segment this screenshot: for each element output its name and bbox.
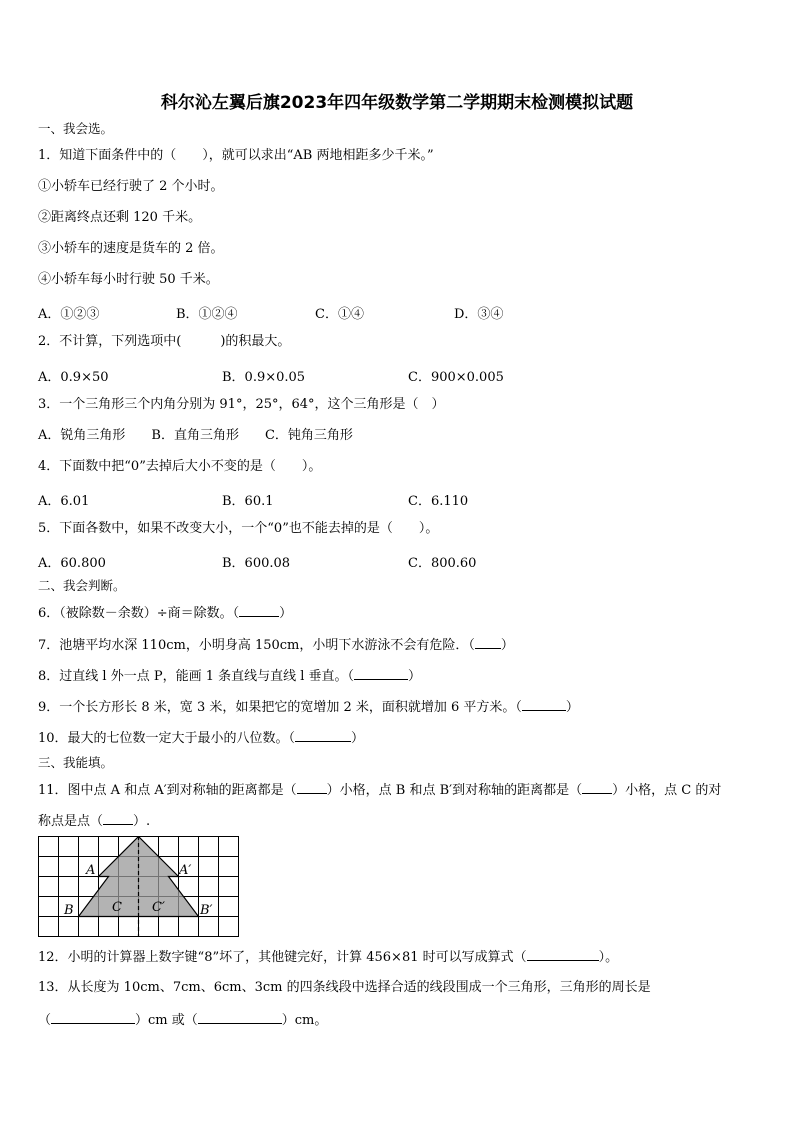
question-2-stem: 2．不计算，下列选项中( )的积最大。 [38, 334, 291, 349]
question-1-condition-1: ①小轿车已经行驶了 2 个小时。 [38, 179, 224, 194]
question-8-end: ） [408, 669, 422, 684]
question-1-option-d: D．③④ [454, 307, 504, 322]
question-9-end: ） [565, 700, 579, 715]
question-5-stem: 5．下面各数中，如果不改变大小，一个“0”也不能去掉的是（ ）。 [38, 521, 439, 536]
question-3-stem: 3．一个三角形三个内角分别为 91°，25°，64°，这个三角形是（ ） [38, 397, 445, 412]
question-2-option-a: A．0.9×50 [38, 370, 109, 385]
question-2-option-c: C．900×0.005 [408, 370, 504, 385]
question-11-line-1 [38, 781, 721, 799]
question-4-option-b: B．60.1 [222, 494, 274, 509]
question-6-text: 6．（被除数－余数）÷商＝除数。（ [38, 606, 240, 621]
question-1-option-a: A．①②③ [38, 307, 100, 322]
question-8 [38, 667, 421, 685]
question-9-text: 9．一个长方形长 8 米，宽 3 米，如果把它的宽增加 2 米，面积就增加 6 平方米。（ [38, 700, 522, 715]
question-13-line-1: 13．从长度为 10cm、7cm、6cm、3cm 的四条线段中选择合适的线段围成一个三角形，三角形的周长是 [38, 980, 651, 995]
question-11-part-5: ）. [133, 814, 151, 829]
section-heading-judge: 二、我会判断。 [38, 578, 126, 593]
question-7 [38, 636, 514, 654]
question-1-option-c: C．①④ [315, 307, 364, 322]
page-title: 科尔沁左翼后旗2023年四年级数学第二学期期末检测模拟试题 [160, 93, 634, 113]
question-1-condition-4: ④小轿车每小时行驶 50 千米。 [38, 272, 219, 287]
answer-blank[interactable] [297, 781, 327, 794]
question-8-text: 8．过直线 l 外一点 P，能画 1 条直线与直线 l 垂直。（ [38, 669, 355, 684]
question-6 [38, 604, 292, 622]
question-13-part-4: ）cm。 [281, 1013, 328, 1028]
answer-blank[interactable] [582, 781, 612, 794]
question-12 [38, 948, 618, 966]
section-heading-fill: 三、我能填。 [38, 755, 114, 770]
question-9 [38, 698, 579, 716]
question-11-part-3: ）小格，点 C 的对 [612, 783, 722, 798]
question-13-line-2 [38, 1011, 327, 1029]
question-1-option-b: B．①②④ [176, 307, 238, 322]
question-12-part-2: ）。 [598, 950, 619, 965]
question-4-option-c: C．6.110 [408, 494, 469, 509]
question-13-part-3: ）cm 或（ [135, 1013, 198, 1028]
answer-blank[interactable] [103, 812, 133, 825]
section-heading-choose: 一、我会选。 [38, 121, 114, 136]
answer-blank[interactable] [522, 698, 566, 711]
answer-blank[interactable] [527, 948, 599, 961]
answer-blank[interactable] [198, 1011, 282, 1024]
label-b: B [64, 903, 74, 918]
question-7-text: 7．池塘平均水深 110cm，小明身高 150cm，小明下水游泳不会有危险．（ [38, 638, 475, 653]
question-2-option-b: B．0.9×0.05 [222, 370, 306, 385]
question-11-line-2 [38, 812, 150, 830]
question-11-part-1: 11．图中点 A 和点 A′到对称轴的距离都是（ [38, 783, 297, 798]
question-10-end: ） [351, 731, 365, 746]
answer-blank[interactable] [475, 636, 501, 649]
answer-blank[interactable] [295, 729, 351, 742]
question-10-text: 10．最大的七位数一定大于最小的八位数。（ [38, 731, 296, 746]
answer-blank[interactable] [354, 667, 408, 680]
answer-blank[interactable] [51, 1011, 135, 1024]
question-12-part-1: 12．小明的计算器上数字键“8”坏了，其他键完好，计算 456×81 时可以写成算式（ [38, 950, 527, 965]
question-13-part-2: （ [38, 1013, 52, 1028]
question-1-condition-3: ③小轿车的速度是货车的 2 倍。 [38, 241, 224, 256]
label-c-prime: C′ [152, 900, 165, 915]
question-6-end: ） [279, 606, 293, 621]
question-1-stem: 1．知道下面条件中的（ ），就可以求出“AB 两地相距多少千米。” [38, 148, 434, 163]
question-5-option-a: A．60.800 [38, 556, 106, 571]
symmetry-grid-figure [38, 836, 240, 938]
answer-blank[interactable] [239, 604, 279, 617]
question-11-part-4: 称点是点（ [38, 814, 104, 829]
label-a: A [86, 863, 96, 878]
question-4-stem: 4．下面数中把“0”去掉后大小不变的是（ ）。 [38, 459, 322, 474]
question-3-options: A．锐角三角形 B．直角三角形 C．钝角三角形 [38, 428, 353, 443]
question-10 [38, 729, 364, 747]
label-c: C [112, 900, 122, 915]
question-1-condition-2: ②距离终点还剩 120 千米。 [38, 210, 202, 225]
label-b-prime: B′ [200, 903, 213, 918]
label-a-prime: A′ [179, 863, 192, 878]
question-7-end: ） [500, 638, 514, 653]
question-5-option-c: C．800.60 [408, 556, 477, 571]
question-4-option-a: A．6.01 [38, 494, 90, 509]
question-11-part-2: ）小格，点 B 和点 B′到对称轴的距离都是（ [326, 783, 583, 798]
question-5-option-b: B．600.08 [222, 556, 291, 571]
